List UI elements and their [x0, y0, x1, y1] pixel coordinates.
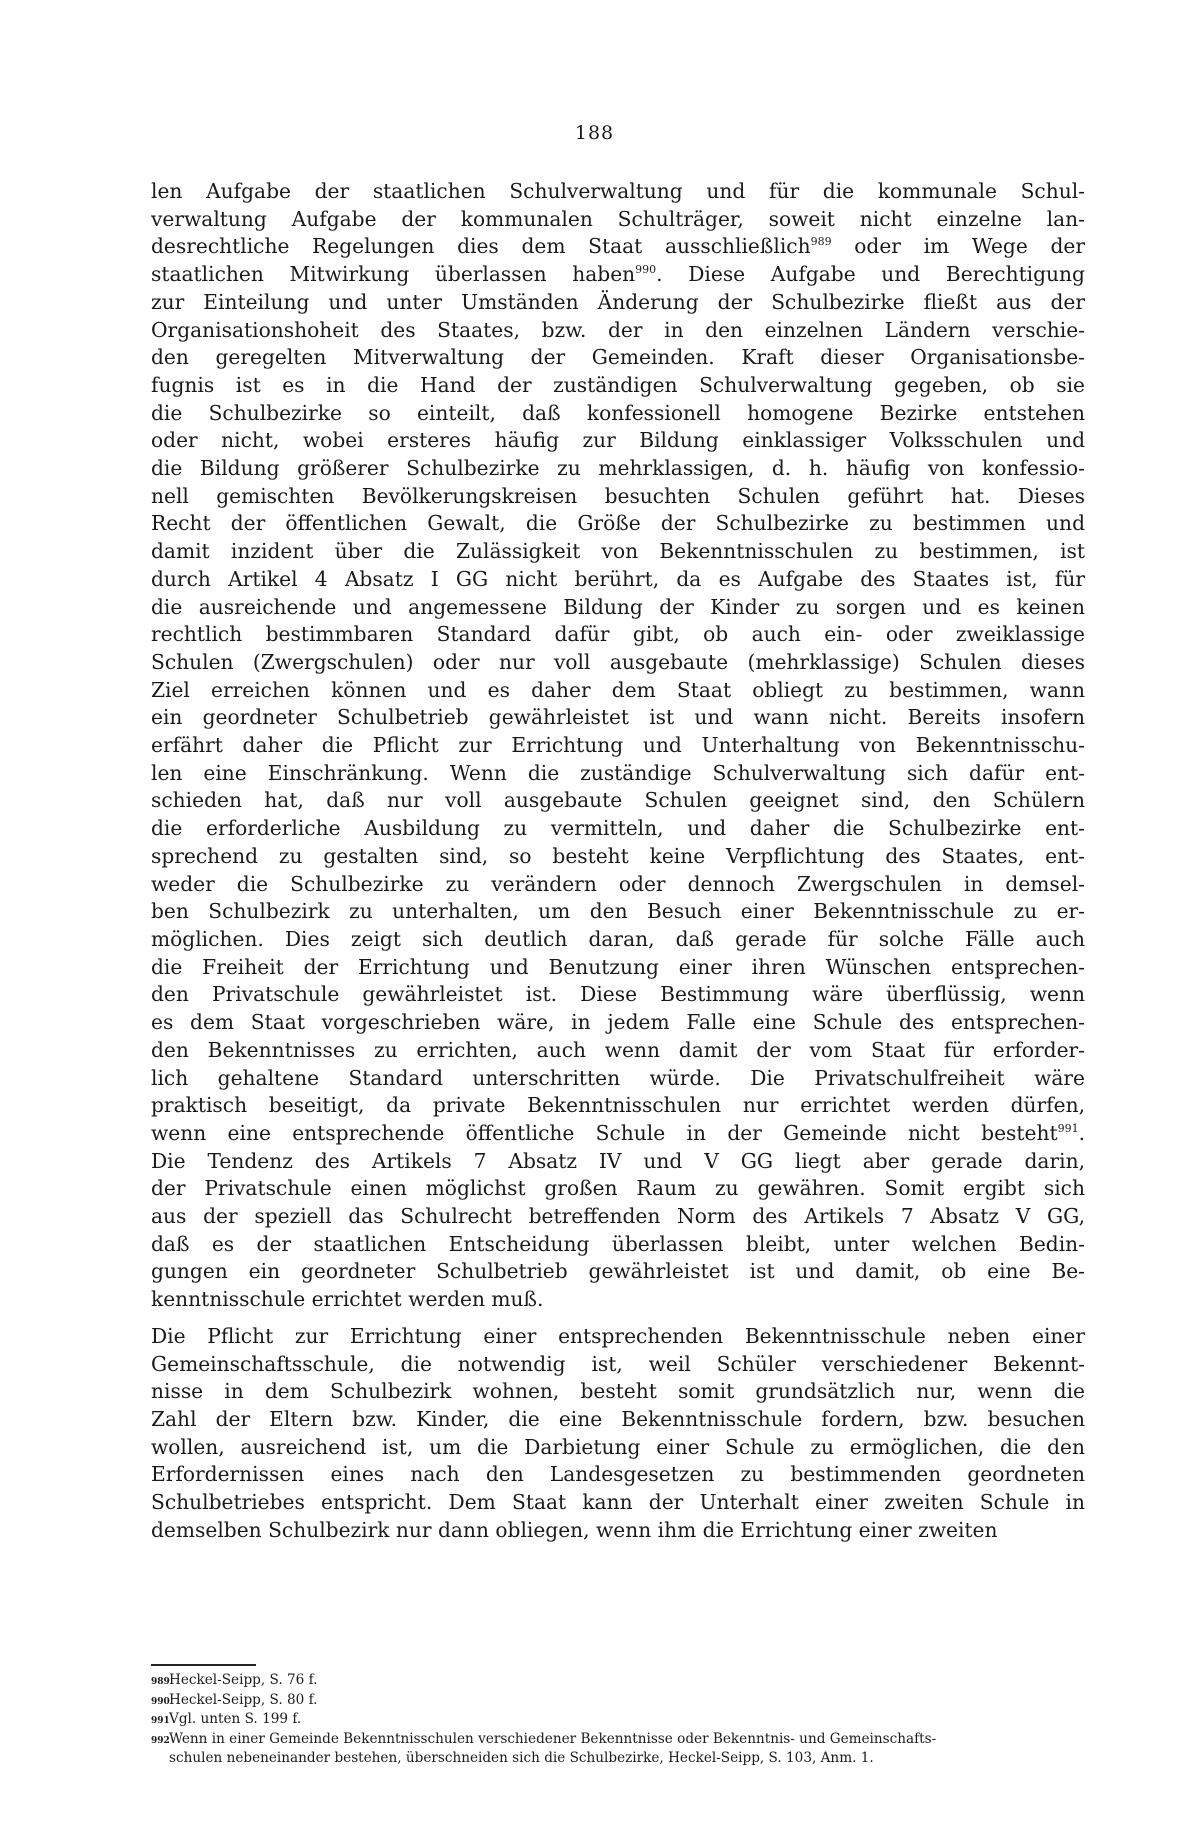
text-line: erfährt daher die Pflicht zur Errichtung und Unterhaltung von Bekenntnisschu- — [151, 733, 1085, 758]
text-line: kenntnisschule errichtet werden muß. — [151, 1287, 544, 1312]
text-line: fugnis ist es in die Hand der zuständigen Schulverwaltung gegeben, ob sie — [151, 372, 1085, 397]
text-line: weder die Schulbezirke zu verändern oder dennoch Zwergschulen in demsel- — [151, 871, 1085, 896]
text-line: Erfordernissen eines nach den Landesgesetzen zu bestimmenden geordneten — [151, 1462, 1085, 1487]
footnote-text: Vgl. unten S. 199 f. — [169, 1711, 302, 1727]
text-line: die erforderliche Ausbildung zu vermitteln, und daher die Schulbezirke ent- — [151, 816, 1085, 841]
footnote-reference[interactable]: 990 — [635, 263, 657, 277]
text-line: durch Artikel 4 Absatz I GG nicht berührt, da es Aufgabe des Staates ist, für — [151, 566, 1085, 591]
footnote-text: Heckel-Seipp, S. 80 f. — [169, 1691, 318, 1708]
footnote-mark: 990 — [151, 1696, 170, 1707]
footnote — [151, 1711, 1085, 1731]
paragraph-1 — [151, 178, 1085, 1314]
text-line: gungen ein geordneter Schulbetrieb gewährleistet ist und damit, ob eine Be- — [151, 1259, 1085, 1284]
text-line: daß es der staatlichen Entscheidung überlassen bleibt, unter welchen Bedin- — [151, 1231, 1085, 1256]
text-line: den geregelten Mitverwaltung der Gemeinden. Kraft dieser Organisationsbe- — [151, 345, 1085, 370]
text-line: aus der speziell das Schulrecht betreffenden Norm des Artikels 7 Absatz V GG, — [151, 1204, 1085, 1229]
text-line: schieden hat, daß nur voll ausgebaute Schulen geeignet sind, den Schülern — [151, 788, 1085, 813]
page-number: 188 — [574, 122, 615, 144]
text-line: die ausreichende und angemessene Bildung der Kinder zu sorgen und es keinen — [151, 594, 1085, 619]
text-line: den Bekenntnisses zu errichten, auch wenn damit der vom Staat für erforder- — [151, 1037, 1085, 1062]
text-line: die Schulbezirke so einteilt, daß konfessionell homogene Bezirke entstehen — [151, 400, 1085, 425]
text-line: sprechend zu gestalten sind, so besteht keine Verpflichtung des Staates, ent- — [151, 843, 1085, 868]
footnote-continuation: schulen nebeneinander bestehen, überschneiden sich die Schulbezirke, Heckel-Seipp, S. 103, Anm. 1. — [169, 1750, 874, 1766]
text-line: lich gehaltene Standard unterschritten würde. Die Privatschulfreiheit wäre — [151, 1065, 1085, 1090]
footnote — [151, 1672, 1085, 1692]
text-line: es dem Staat vorgeschrieben wäre, in jedem Falle eine Schule des entsprechen- — [151, 1010, 1085, 1035]
text-line: ben Schulbezirk zu unterhalten, um den Besuch einer Bekenntnisschule zu er- — [151, 899, 1085, 924]
text-line: Zahl der Eltern bzw. Kinder, die eine Bekenntnisschule fordern, bzw. besuchen — [151, 1406, 1085, 1431]
footnotes — [151, 1672, 1085, 1768]
text-line: len Aufgabe der staatlichen Schulverwaltung und für die kommunale Schul- — [151, 179, 1085, 203]
text-line: nell gemischten Bevölkerungskreisen besuchten Schulen geführt hat. Dieses — [151, 483, 1085, 508]
footnote — [151, 1692, 1085, 1712]
text-line: möglichen. Dies zeigt sich deutlich daran, daß gerade für solche Fälle auch — [151, 926, 1085, 951]
text-line: die Bildung größerer Schulbezirke zu mehrklassigen, d. h. häufig von konfessio- — [151, 456, 1085, 481]
text-line: wollen, ausreichend ist, um die Darbietung einer Schule zu ermöglichen, die den — [151, 1434, 1085, 1459]
text-line: Die Pflicht zur Errichtung einer entsprechenden Bekenntnisschule neben einer — [151, 1323, 1085, 1348]
footnote-text: Heckel-Seipp, S. 76 f. — [169, 1672, 318, 1688]
paragraph-2 — [151, 1323, 1085, 1545]
text-line: verwaltung Aufgabe der kommunalen Schulträger, soweit nicht einzelne lan- — [151, 206, 1085, 231]
text-line: desrechtliche Regelungen dies dem Staat ausschließlich$^{989}$ oder im Wege der — [151, 234, 1085, 259]
footnote-reference[interactable]: 991 — [1057, 1121, 1079, 1135]
text-line: staatlichen Mitwirkung überlassen haben$^{990}$. Diese Aufgabe und Berechtigung — [151, 262, 1085, 287]
text-line: nisse in dem Schulbezirk wohnen, besteht somit grundsätzlich nur, wenn die — [151, 1379, 1085, 1404]
text-line: praktisch beseitigt, da private Bekenntnisschulen nur errichtet werden dürfen, — [151, 1093, 1085, 1118]
footnote — [151, 1731, 1085, 1751]
text-line: rechtlich bestimmbaren Standard dafür gibt, ob auch ein- oder zweiklassige — [151, 622, 1085, 647]
text-line: len eine Einschränkung. Wenn die zuständige Schulverwaltung sich dafür ent- — [151, 760, 1085, 785]
text-line: Organisationshoheit des Staates, bzw. der in den einzelnen Ländern verschie- — [151, 317, 1085, 342]
text-line: zur Einteilung und unter Umständen Änderung der Schulbezirke fließt aus der — [151, 289, 1085, 314]
text-line: Gemeinschaftsschule, die notwendig ist, weil Schüler verschiedener Bekennt- — [151, 1351, 1085, 1376]
footnote-mark: 992 — [151, 1735, 170, 1746]
text-line: die Freiheit der Errichtung und Benutzung einer ihren Wünschen entsprechen- — [151, 954, 1085, 979]
text-line: ein geordneter Schulbetrieb gewährleistet ist und wann nicht. Bereits insofern — [151, 705, 1085, 730]
text-line: Recht der öffentlichen Gewalt, die Größe der Schulbezirke zu bestimmen und — [151, 511, 1085, 536]
footnote-text: Wenn in einer Gemeinde Bekenntnisschulen verschiedener Bekenntnisse oder Bekenntnis- und Gemeinschafts- — [169, 1730, 937, 1747]
text-line: der Privatschule einen möglichst großen Raum zu gewähren. Somit ergibt sich — [151, 1176, 1085, 1201]
text-line: demselben Schulbezirk nur dann obliegen, wenn ihm die Errichtung einer zweiten — [151, 1517, 998, 1542]
body-text — [151, 178, 1085, 1544]
text-line: wenn eine entsprechende öffentliche Schule in der Gemeinde nicht besteht$^{991}$. — [151, 1120, 1085, 1145]
footnote-reference[interactable]: 989 — [810, 235, 832, 249]
text-line: Ziel erreichen können und es daher dem Staat obliegt zu bestimmen, wann — [151, 677, 1085, 702]
text-line: oder nicht, wobei ersteres häufig zur Bildung einklassiger Volksschulen und — [151, 428, 1085, 453]
text-line: damit inzident über die Zulässigkeit von Bekenntnisschulen zu bestimmen, ist — [151, 539, 1085, 564]
text-line: Schulen (Zwergschulen) oder nur voll ausgebaute (mehrklassige) Schulen dieses — [151, 649, 1085, 674]
text-line: den Privatschule gewährleistet ist. Diese Bestimmung wäre überflüssig, wenn — [151, 982, 1085, 1007]
footnote-mark: 989 — [151, 1677, 170, 1687]
footnote-mark: 991 — [151, 1716, 170, 1726]
text-line: Schulbetriebes entspricht. Dem Staat kann der Unterhalt einer zweiten Schule in — [151, 1490, 1085, 1515]
footnote-rule — [151, 1664, 256, 1666]
text-line: Die Tendenz des Artikels 7 Absatz IV und V GG liegt aber gerade darin, — [151, 1148, 1085, 1173]
